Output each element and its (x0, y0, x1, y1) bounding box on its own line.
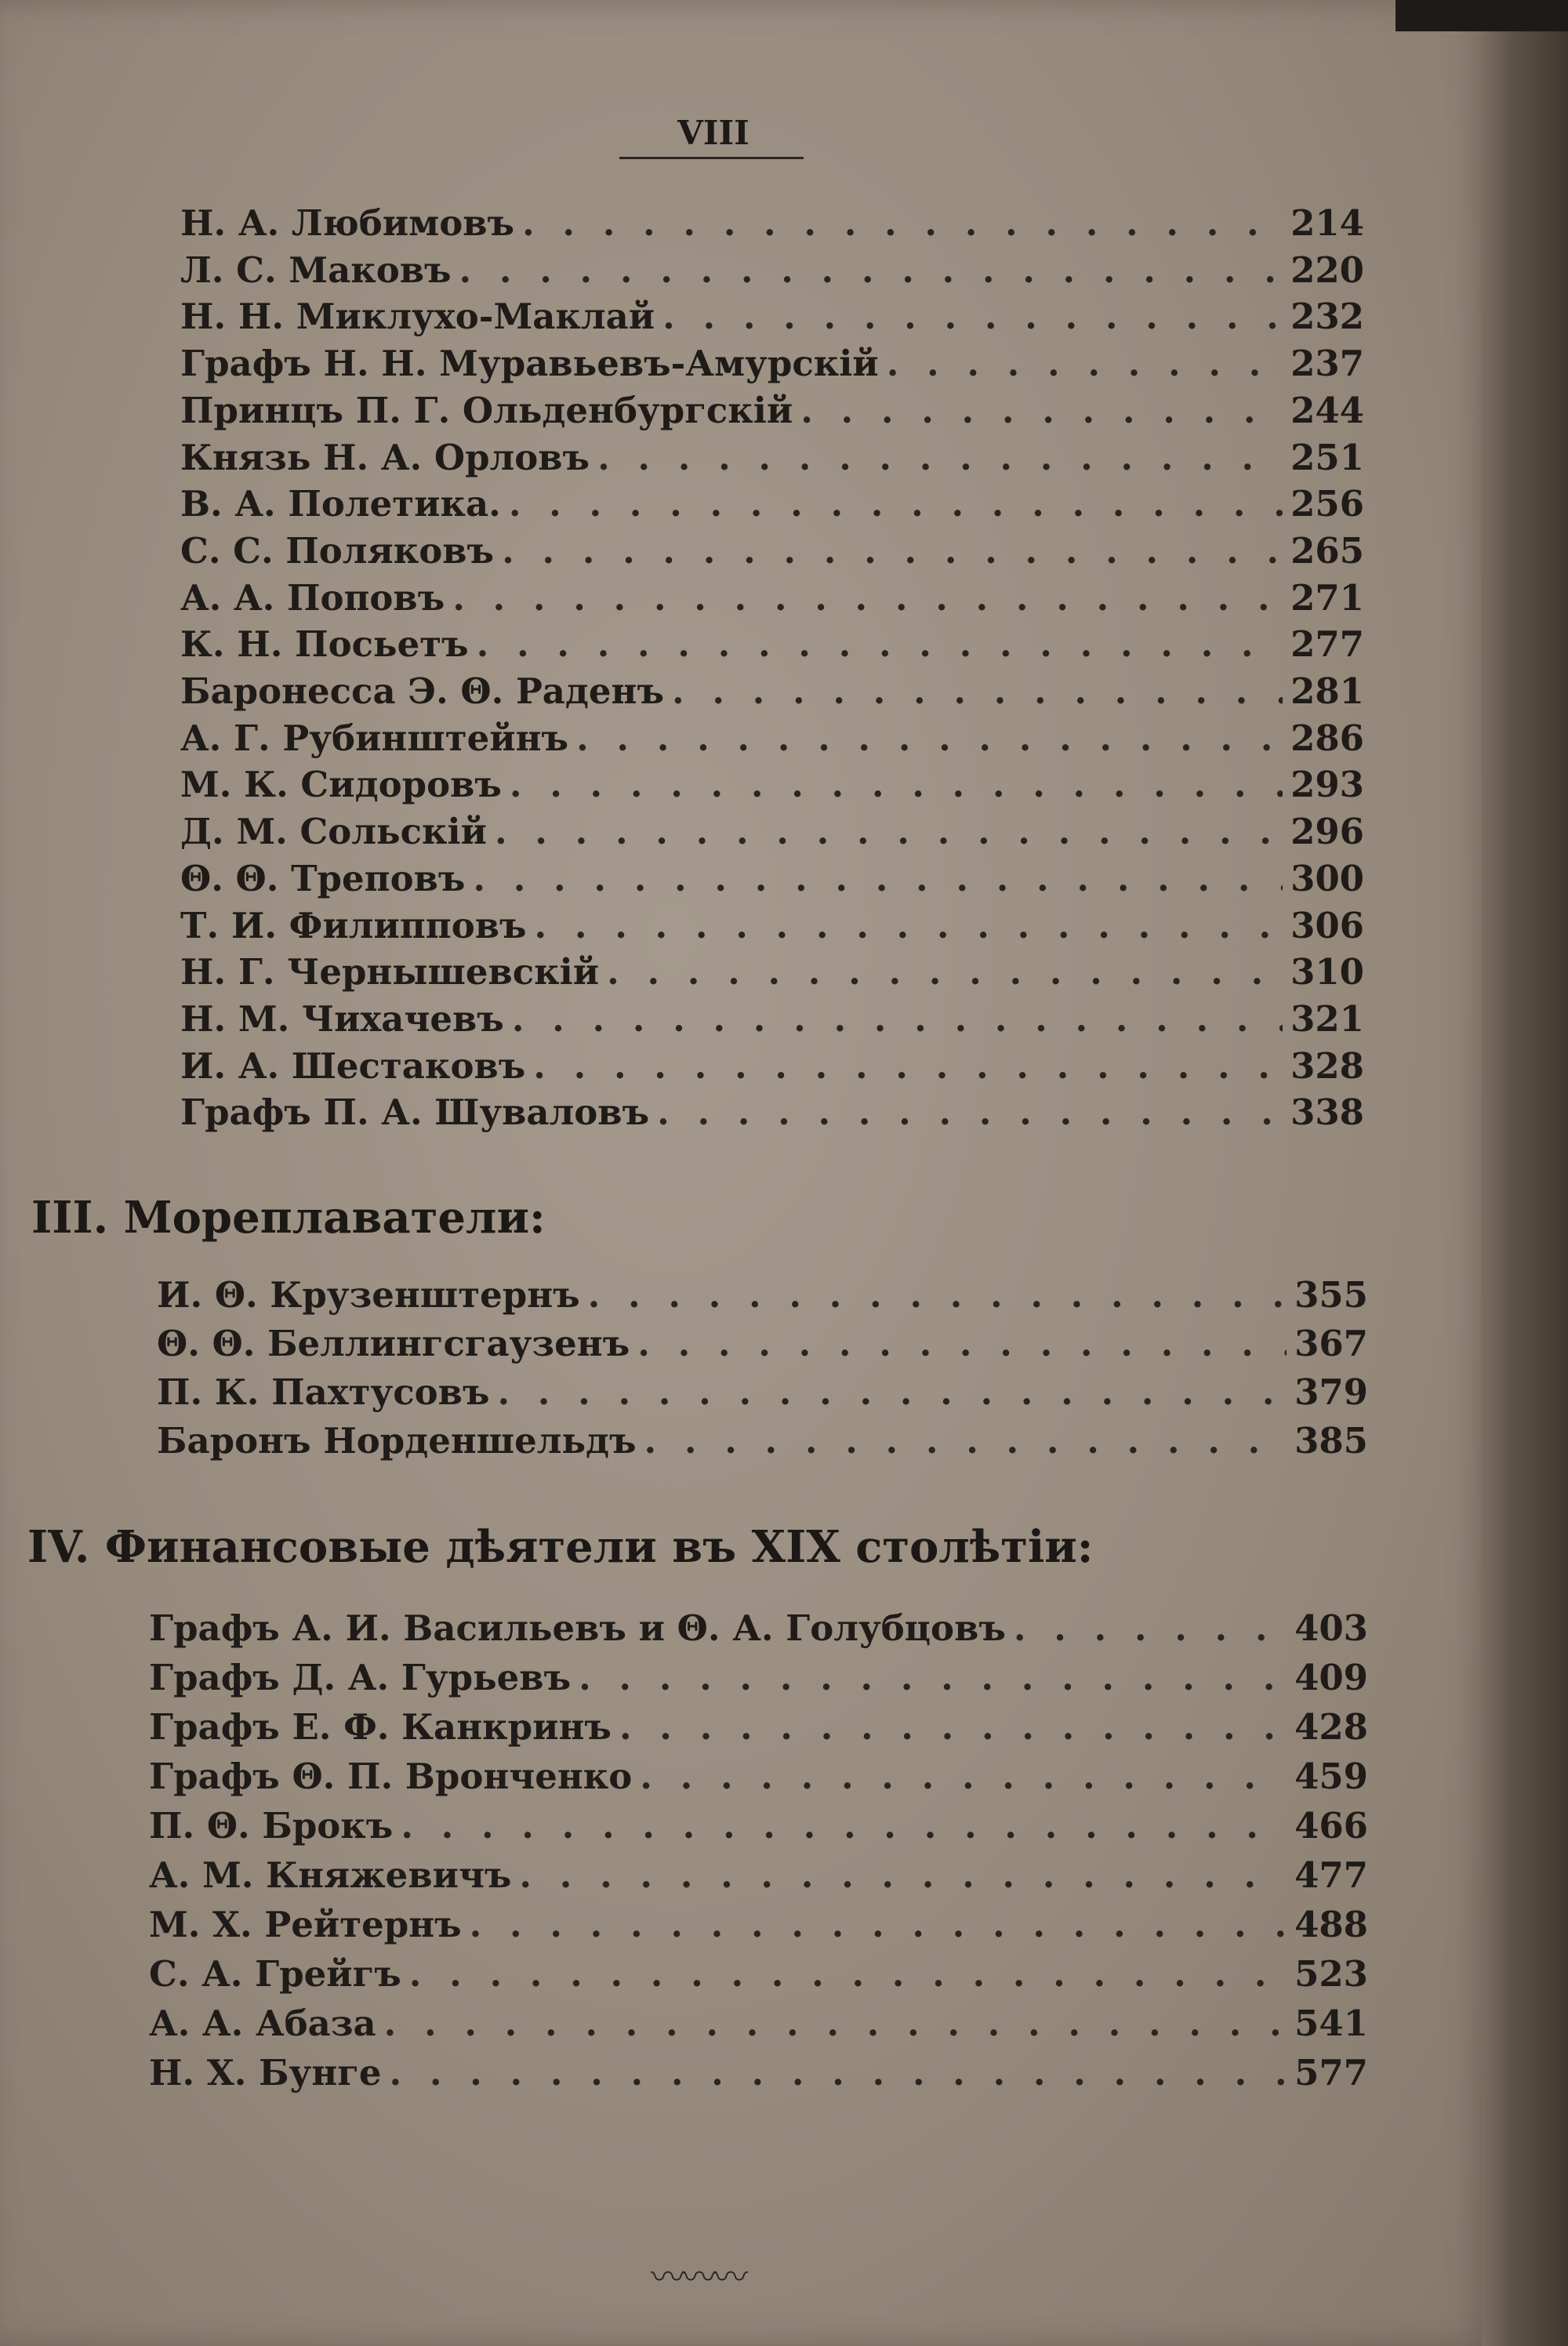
dot-leader (579, 1657, 1287, 1698)
toc-entry (180, 951, 1364, 995)
dot-leader (390, 2052, 1287, 2094)
toc-entry-name: Баронесса Э. Θ. Раденъ (180, 670, 665, 712)
dot-leader (502, 530, 1283, 572)
toc-entry-page: 237 (1290, 343, 1364, 385)
toc-entry-name: Н. Н. Миклухо-Маклай (180, 296, 655, 338)
dot-leader (522, 202, 1283, 244)
toc-entry-name: Л. С. Маковъ (180, 249, 452, 291)
dark-background-strip (1396, 0, 1568, 31)
toc-entry-name: Принцъ П. Г. Ольденбургскій (180, 389, 793, 431)
toc-entry-name: С. С. Поляковъ (180, 529, 495, 572)
toc-entry (149, 1953, 1368, 1997)
dot-leader (887, 343, 1283, 384)
toc-entry-page: 523 (1294, 1953, 1368, 1995)
toc-entry-page: 355 (1294, 1274, 1368, 1316)
dot-leader (452, 577, 1283, 619)
toc-entry (180, 577, 1364, 621)
toc-entry-name: Н. М. Чихачевъ (180, 997, 504, 1040)
header-rule (619, 157, 804, 159)
toc-entry-page: 403 (1294, 1607, 1368, 1649)
toc-entry-page: 251 (1290, 436, 1364, 478)
toc-entry (180, 1045, 1364, 1089)
toc-entry-name: М. К. Сидоровъ (180, 764, 502, 806)
dot-leader (1014, 1607, 1287, 1649)
toc-entry (157, 1274, 1368, 1318)
toc-entry-page: 244 (1290, 389, 1364, 431)
toc-entry-name: Графъ Д. А. Гурьевъ (149, 1657, 572, 1698)
toc-entry (149, 1756, 1368, 1799)
toc-entry-name: Д. М. Сольскій (180, 811, 487, 853)
toc-entry-page: 300 (1290, 857, 1364, 899)
toc-entry (157, 1371, 1368, 1415)
toc-entry-name: Баронъ Норденшельдъ (157, 1420, 637, 1462)
toc-entry-name: В. А. Полетика. (180, 483, 501, 525)
toc-entry-name: Графъ Θ. П. Вронченко (149, 1756, 633, 1797)
toc-entry-page: 321 (1290, 997, 1364, 1040)
dot-leader (495, 811, 1283, 852)
toc-entry-page: 293 (1290, 764, 1364, 806)
dot-leader (672, 670, 1283, 712)
dot-leader (473, 858, 1283, 899)
toc-entry (180, 296, 1364, 340)
toc-entry-name: Князь Н. А. Орловъ (180, 436, 590, 478)
page-numeral: VIII (677, 114, 750, 152)
toc-entry (180, 998, 1364, 1042)
toc-entry-name: П. Θ. Брокъ (149, 1805, 394, 1847)
dot-leader (657, 1091, 1283, 1133)
toc-entry-name: И. А. Шестаковъ (180, 1044, 526, 1087)
toc-entry-page: 379 (1294, 1371, 1368, 1413)
dot-leader (597, 437, 1283, 478)
toc-entry (157, 1420, 1368, 1464)
toc-entry-page: 328 (1290, 1044, 1364, 1087)
toc-entry-name: Графъ П. А. Шуваловъ (180, 1091, 650, 1134)
section-title-seafarers: III. Мореплаватели: (31, 1192, 546, 1244)
dot-leader (640, 1756, 1287, 1797)
toc-entry-page: 281 (1290, 670, 1364, 712)
section-title-financiers: IV. Финансовые дѣятели въ XIX столѣтіи: (27, 1521, 1094, 1573)
toc-entry-name: Т. И. Филипповъ (180, 904, 527, 946)
dot-leader (576, 717, 1283, 759)
toc-entry (149, 2003, 1368, 2046)
toc-entry-page: 488 (1294, 1904, 1368, 1945)
toc-entry (180, 390, 1364, 434)
dot-leader (459, 249, 1283, 291)
toc-entry-page: 367 (1294, 1323, 1368, 1364)
toc-entry (180, 811, 1364, 855)
toc-entry-name: П. К. Пахтусовъ (157, 1371, 490, 1413)
toc-entry (149, 1805, 1368, 1849)
toc-entry-page: 256 (1290, 483, 1364, 525)
toc-entry-name: С. А. Грейгъ (149, 1953, 401, 1995)
toc-entry-page: 296 (1290, 811, 1364, 853)
toc-entry (180, 483, 1364, 527)
toc-entry-page: 338 (1290, 1091, 1364, 1134)
toc-entry-page: 286 (1290, 717, 1364, 759)
dot-leader (470, 1904, 1287, 1945)
dot-leader (535, 905, 1283, 946)
toc-entry-name: А. М. Княжевичъ (149, 1854, 512, 1896)
toc-entry (180, 717, 1364, 761)
dot-leader (477, 623, 1283, 665)
dot-leader (588, 1274, 1287, 1316)
toc-entry-page: 265 (1290, 529, 1364, 572)
dot-leader (497, 1371, 1287, 1413)
toc-entry-page: 541 (1294, 2003, 1368, 2044)
toc-entry (180, 1091, 1364, 1135)
dot-leader (512, 998, 1283, 1040)
toc-entry-name: Графъ Н. Н. Муравьевъ-Амурскій (180, 343, 879, 385)
toc-entry-page: 466 (1294, 1805, 1368, 1847)
toc-entry-name: А. А. Поповъ (180, 576, 445, 619)
footer-ornament: 〰〰〰 (651, 2257, 745, 2297)
toc-entry (180, 905, 1364, 949)
toc-entry-name: Θ. Θ. Треповъ (180, 857, 466, 899)
dot-leader (409, 1953, 1287, 1995)
toc-entry-page: 409 (1294, 1657, 1368, 1698)
dot-leader (509, 483, 1283, 525)
toc-entry-name: Графъ А. И. Васильевъ и Θ. А. Голубцовъ (149, 1607, 1006, 1649)
dot-leader (510, 764, 1283, 805)
toc-entry (149, 1854, 1368, 1898)
toc-entry-page: 232 (1290, 296, 1364, 338)
toc-entry-page: 428 (1294, 1706, 1368, 1748)
toc-entry (180, 437, 1364, 481)
toc-entry-name: К. Н. Посьетъ (180, 623, 469, 666)
toc-entry-name: Н. Г. Чернышевскій (180, 951, 600, 993)
toc-entry-page: 385 (1294, 1420, 1368, 1462)
toc-entry (149, 1607, 1368, 1651)
toc-entry-name: А. Г. Рубинштейнъ (180, 717, 569, 759)
toc-entry-page: 277 (1290, 623, 1364, 666)
toc-entry (180, 249, 1364, 293)
toc-entry-name: Н. А. Любимовъ (180, 202, 515, 244)
toc-entry-name: И. Θ. Крузенштернъ (157, 1274, 580, 1316)
dot-leader (519, 1854, 1287, 1896)
toc-entry-name: Графъ Е. Ф. Канкринъ (149, 1706, 612, 1748)
toc-entry (157, 1323, 1368, 1367)
toc-entry-page: 310 (1290, 951, 1364, 993)
toc-entry (180, 343, 1364, 387)
dot-leader (533, 1045, 1283, 1087)
book-spine (1482, 0, 1568, 2346)
toc-entry-name: Θ. Θ. Беллингсгаузенъ (157, 1323, 630, 1364)
dot-leader (800, 390, 1283, 431)
dot-leader (619, 1706, 1287, 1748)
toc-entry (180, 764, 1364, 808)
toc-entry (180, 670, 1364, 714)
toc-entry-page: 271 (1290, 576, 1364, 619)
toc-entry-page: 214 (1290, 202, 1364, 244)
toc-entry-page: 220 (1290, 249, 1364, 291)
toc-entry-page: 459 (1294, 1756, 1368, 1797)
toc-entry-page: 477 (1294, 1854, 1368, 1896)
toc-entry (149, 1904, 1368, 1948)
dot-leader (607, 951, 1283, 993)
toc-entry (180, 623, 1364, 667)
dot-leader (637, 1323, 1287, 1364)
toc-entry (180, 202, 1364, 246)
toc-entry-name: Н. Х. Бунге (149, 2052, 382, 2094)
toc-entry (149, 1706, 1368, 1750)
toc-entry (180, 858, 1364, 902)
dot-leader (644, 1420, 1287, 1462)
toc-entry-page: 577 (1294, 2052, 1368, 2094)
dot-leader (662, 296, 1283, 337)
toc-entry (149, 2052, 1368, 2096)
dot-leader (401, 1805, 1287, 1847)
toc-entry-name: А. А. Абаза (149, 2003, 376, 2044)
toc-entry (149, 1657, 1368, 1701)
toc-entry-page: 306 (1290, 904, 1364, 946)
dot-leader (384, 2003, 1287, 2044)
toc-entry (180, 530, 1364, 574)
toc-entry-name: М. Х. Рейтернъ (149, 1904, 462, 1945)
